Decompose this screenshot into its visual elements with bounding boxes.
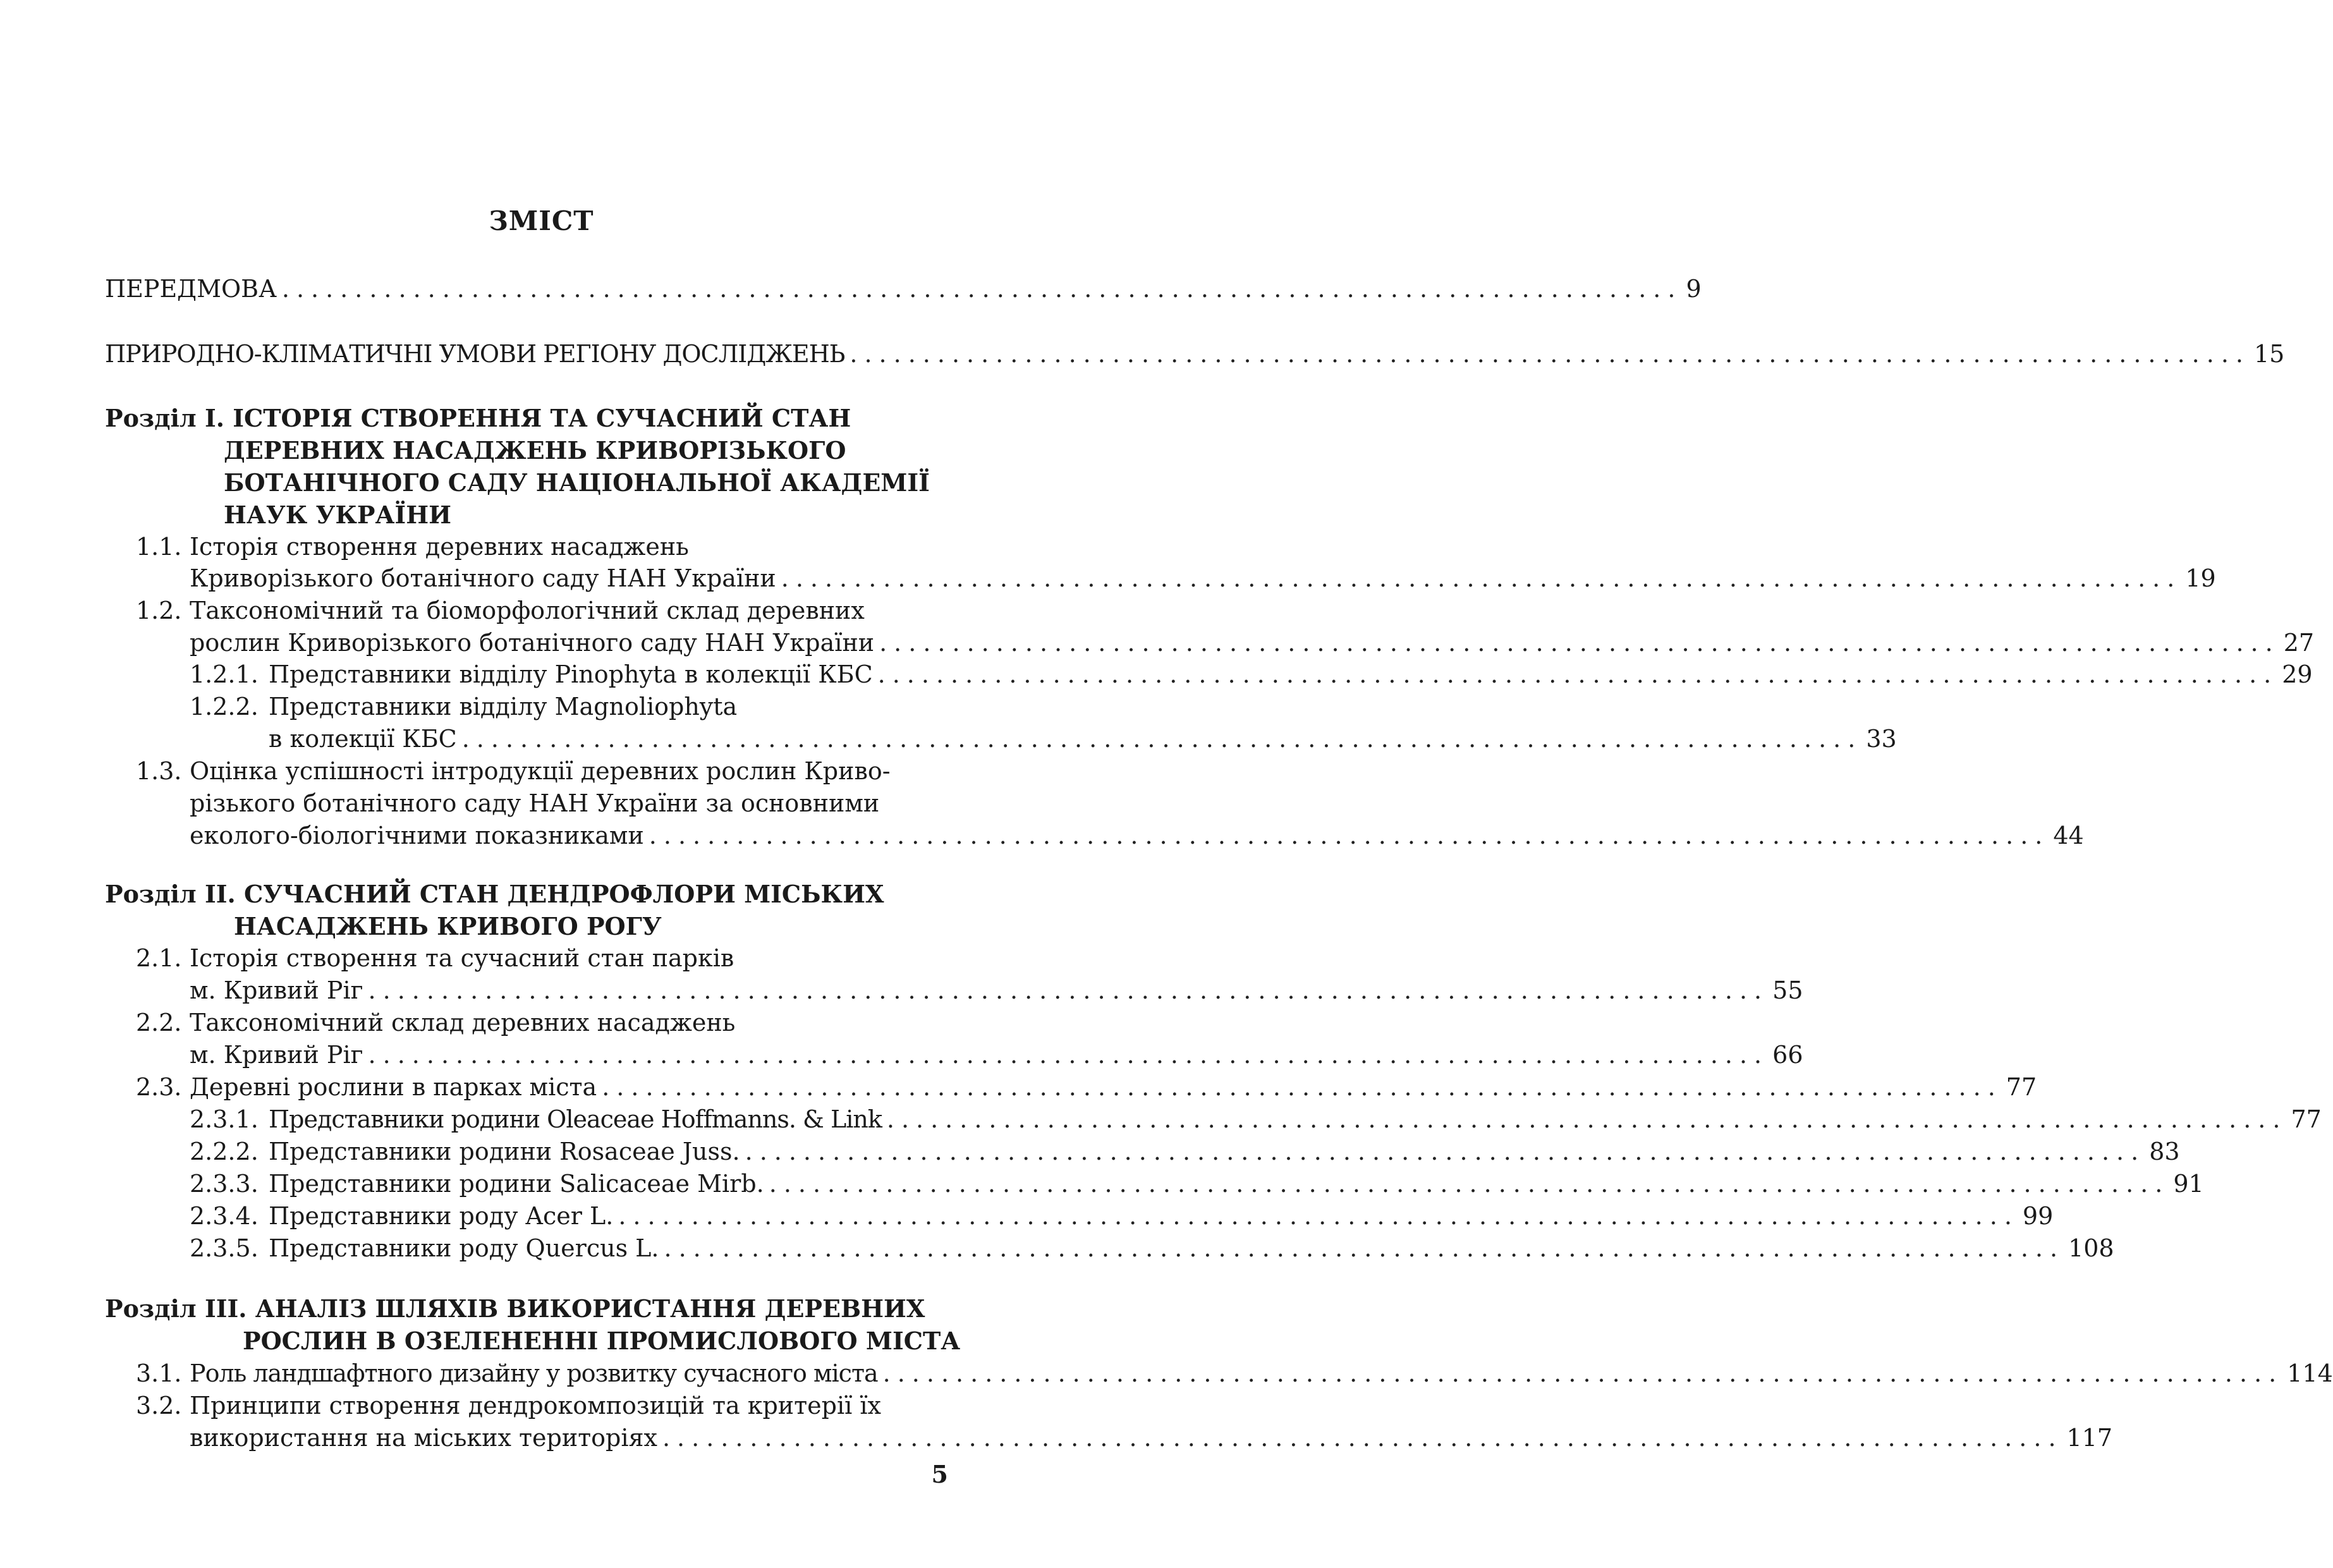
toc-entry-2-3-5[interactable]: [269, 1232, 2114, 1264]
toc-entry-2-3-4[interactable]: [269, 1200, 2054, 1232]
section-heading-2[interactable]: [105, 878, 884, 910]
section-label: Розділ ІІ.: [105, 880, 236, 908]
toc-entry-1-1[interactable]: [190, 562, 2216, 594]
leader-dots: ................................................................................................: [649, 822, 2050, 849]
toc-page-number: 19: [2185, 564, 2216, 592]
section-heading-1[interactable]: [105, 403, 851, 434]
toc-entry-text: Роль ландшафтного дизайну у розвитку сучасного міста: [190, 1359, 878, 1387]
toc-entry-text: ПРИРОДНО-КЛІМАТИЧНІ УМОВИ РЕГІОНУ ДОСЛІДЖЕНЬ: [105, 340, 845, 368]
toc-page-number: 33: [1866, 725, 1897, 753]
toc-entry-2-3-1[interactable]: [269, 1103, 2322, 1135]
toc-page-number: 99: [2022, 1202, 2054, 1230]
toc-page-number: 91: [2173, 1170, 2204, 1198]
toc-entry-num: 3.2.: [136, 1392, 182, 1419]
toc-entry-text: м. Кривий Ріг: [190, 1041, 363, 1069]
toc-entry-text: Представники родини Salicaceae Mirb.: [269, 1170, 764, 1198]
leader-dots: ................................................................................................: [879, 629, 2280, 657]
toc-entry-text: рослин Криворізького ботанічного саду НАН України: [190, 629, 875, 657]
toc-entry-1-3[interactable]: [190, 820, 2084, 851]
toc-entry-text[interactable]: Історія створення та сучасний стан парків: [190, 944, 734, 972]
toc-entry-text: в колекції КБС: [269, 725, 457, 753]
toc-entry-num: 2.3.: [136, 1073, 182, 1101]
toc-entry-text: Представники відділу Pinophyta в колекції КБС: [269, 660, 873, 688]
toc-entry-3-1[interactable]: [190, 1358, 2333, 1389]
page-title: ЗМІСТ: [489, 205, 594, 236]
toc-page-number: 83: [2149, 1138, 2180, 1165]
toc-entry-text[interactable]: Таксономічний склад деревних насаджень: [190, 1009, 736, 1036]
page-number: 5: [931, 1460, 948, 1488]
toc-entry-num: 1.3.: [136, 757, 182, 785]
toc-entry-climate[interactable]: [105, 338, 2285, 370]
section-label: Розділ ІІІ.: [105, 1294, 247, 1323]
leader-dots: ................................................................................................: [850, 340, 2250, 368]
leader-dots: ................................................................................................: [368, 976, 1769, 1004]
leader-dots: ................................................................................................: [769, 1170, 2170, 1198]
toc-entry-text[interactable]: Представники відділу Magnoliophyta: [269, 693, 738, 720]
section-title-line: РОСЛИН В ОЗЕЛЕНЕННІ ПРОМИСЛОВОГО МІСТА: [243, 1327, 961, 1355]
section-title-line: БОТАНІЧНОГО САДУ НАЦІОНАЛЬНОЇ АКАДЕМІЇ: [224, 468, 930, 497]
leader-dots: ................................................................................................: [664, 1234, 2065, 1262]
toc-entry-text: Представники роду Acer L.: [269, 1202, 614, 1230]
toc-entry-text: Криворізького ботанічного саду НАН України: [190, 564, 776, 592]
toc-entry-num: 2.2.: [136, 1009, 182, 1036]
toc-entry-3-2[interactable]: [190, 1422, 2113, 1454]
toc-entry-num: 2.3.4.: [190, 1202, 259, 1230]
toc-entry-text[interactable]: Оцінка успішності інтродукції деревних рослин Криво-: [190, 757, 891, 785]
toc-entry-text: Представники родини Oleaceae Hoffmanns. & Link: [269, 1105, 882, 1133]
toc-entry-text: Представники роду Quercus L.: [269, 1234, 659, 1262]
toc-page-number: 9: [1686, 275, 1702, 303]
section-label: Розділ І.: [105, 404, 224, 432]
toc-entry-2-3-3[interactable]: [269, 1168, 2204, 1200]
toc-page-number: 117: [2066, 1424, 2113, 1452]
section-title-line: ДЕРЕВНИХ НАСАДЖЕНЬ КРИВОРІЗЬКОГО: [224, 436, 846, 465]
section-title-line: АНАЛІЗ ШЛЯХІВ ВИКОРИСТАННЯ ДЕРЕВНИХ: [255, 1294, 925, 1323]
leader-dots: ................................................................................................: [618, 1202, 2019, 1230]
toc-page-number: 66: [1772, 1041, 1803, 1069]
toc-entry-2-3[interactable]: [190, 1071, 2037, 1103]
toc-page-number: 15: [2253, 340, 2285, 368]
toc-entry-num: 3.1.: [136, 1359, 182, 1387]
section-title-line: СУЧАСНИЙ СТАН ДЕНДРОФЛОРИ МІСЬКИХ: [243, 880, 884, 908]
toc-entry-text: використання на міських територіях: [190, 1424, 657, 1452]
leader-dots: ................................................................................................: [745, 1138, 2146, 1165]
leader-dots: ................................................................................................: [781, 564, 2182, 592]
toc-page-number: 55: [1772, 976, 1803, 1004]
toc-entry-num: 1.1.: [136, 533, 182, 561]
toc-entry-text: еколого-біологічними показниками: [190, 822, 644, 849]
toc-page-number: 77: [2006, 1073, 2037, 1101]
toc-entry-num: 2.3.5.: [190, 1234, 259, 1262]
toc-entry-text[interactable]: різького ботанічного саду НАН України за основними: [190, 789, 880, 817]
toc-entry-text[interactable]: Таксономічний та біоморфологічний склад деревних: [190, 597, 865, 624]
toc-entry-num: 2.2.2.: [190, 1138, 259, 1165]
toc-entry-num: 1.2.2.: [190, 693, 259, 720]
toc-entry-1-2-1[interactable]: [269, 659, 2313, 690]
toc-entry-text: Деревні рослини в парках міста: [190, 1073, 597, 1101]
toc-page-number: 108: [2068, 1234, 2114, 1262]
toc-entry-text: Представники родини Rosaceae Juss.: [269, 1138, 740, 1165]
section-title-line: НАСАДЖЕНЬ КРИВОГО РОГУ: [234, 912, 662, 940]
toc-entry-2-2[interactable]: [190, 1039, 1803, 1071]
toc-entry-num: 1.2.1.: [190, 660, 259, 688]
toc-entry-num: 2.1.: [136, 944, 182, 972]
toc-entry-preface[interactable]: [105, 273, 1702, 305]
toc-entry-2-2-2[interactable]: [269, 1136, 2180, 1167]
toc-entry-num: 2.3.3.: [190, 1170, 259, 1198]
toc-entry-num: 2.3.1.: [190, 1105, 259, 1133]
section-heading-3[interactable]: [105, 1293, 925, 1325]
toc-page-number: 27: [2283, 629, 2315, 657]
toc-page-number: 29: [2282, 660, 2313, 688]
section-title-line: ІСТОРІЯ СТВОРЕННЯ ТА СУЧАСНИЙ СТАН: [233, 404, 851, 432]
toc-entry-text: м. Кривий Ріг: [190, 976, 363, 1004]
leader-dots: ................................................................................................: [877, 660, 2279, 688]
leader-dots: ................................................................................................: [662, 1424, 2063, 1452]
toc-entry-2-1[interactable]: [190, 975, 1803, 1006]
toc-entry-text[interactable]: Історія створення деревних насаджень: [190, 533, 689, 561]
leader-dots: ................................................................................................: [281, 275, 1683, 303]
toc-entry-text: ПЕРЕДМОВА: [105, 275, 277, 303]
toc-entry-1-2-2[interactable]: [269, 723, 1897, 755]
toc-page-number: 77: [2291, 1105, 2322, 1133]
toc-entry-text[interactable]: Принципи створення дендрокомпозицій та критерії їх: [190, 1392, 881, 1419]
section-title-line: НАУК УКРАЇНИ: [224, 501, 451, 529]
leader-dots: ................................................................................................: [882, 1359, 2284, 1387]
toc-page-number: 44: [2053, 822, 2084, 849]
leader-dots: ................................................................................................: [461, 725, 1863, 753]
toc-entry-1-2[interactable]: [190, 627, 2315, 659]
leader-dots: ................................................................................................: [602, 1073, 2002, 1101]
leader-dots: ................................................................................................: [368, 1041, 1769, 1069]
leader-dots: ................................................................................................: [886, 1105, 2287, 1133]
toc-page-number: 114: [2287, 1359, 2333, 1387]
toc-entry-num: 1.2.: [136, 597, 182, 624]
